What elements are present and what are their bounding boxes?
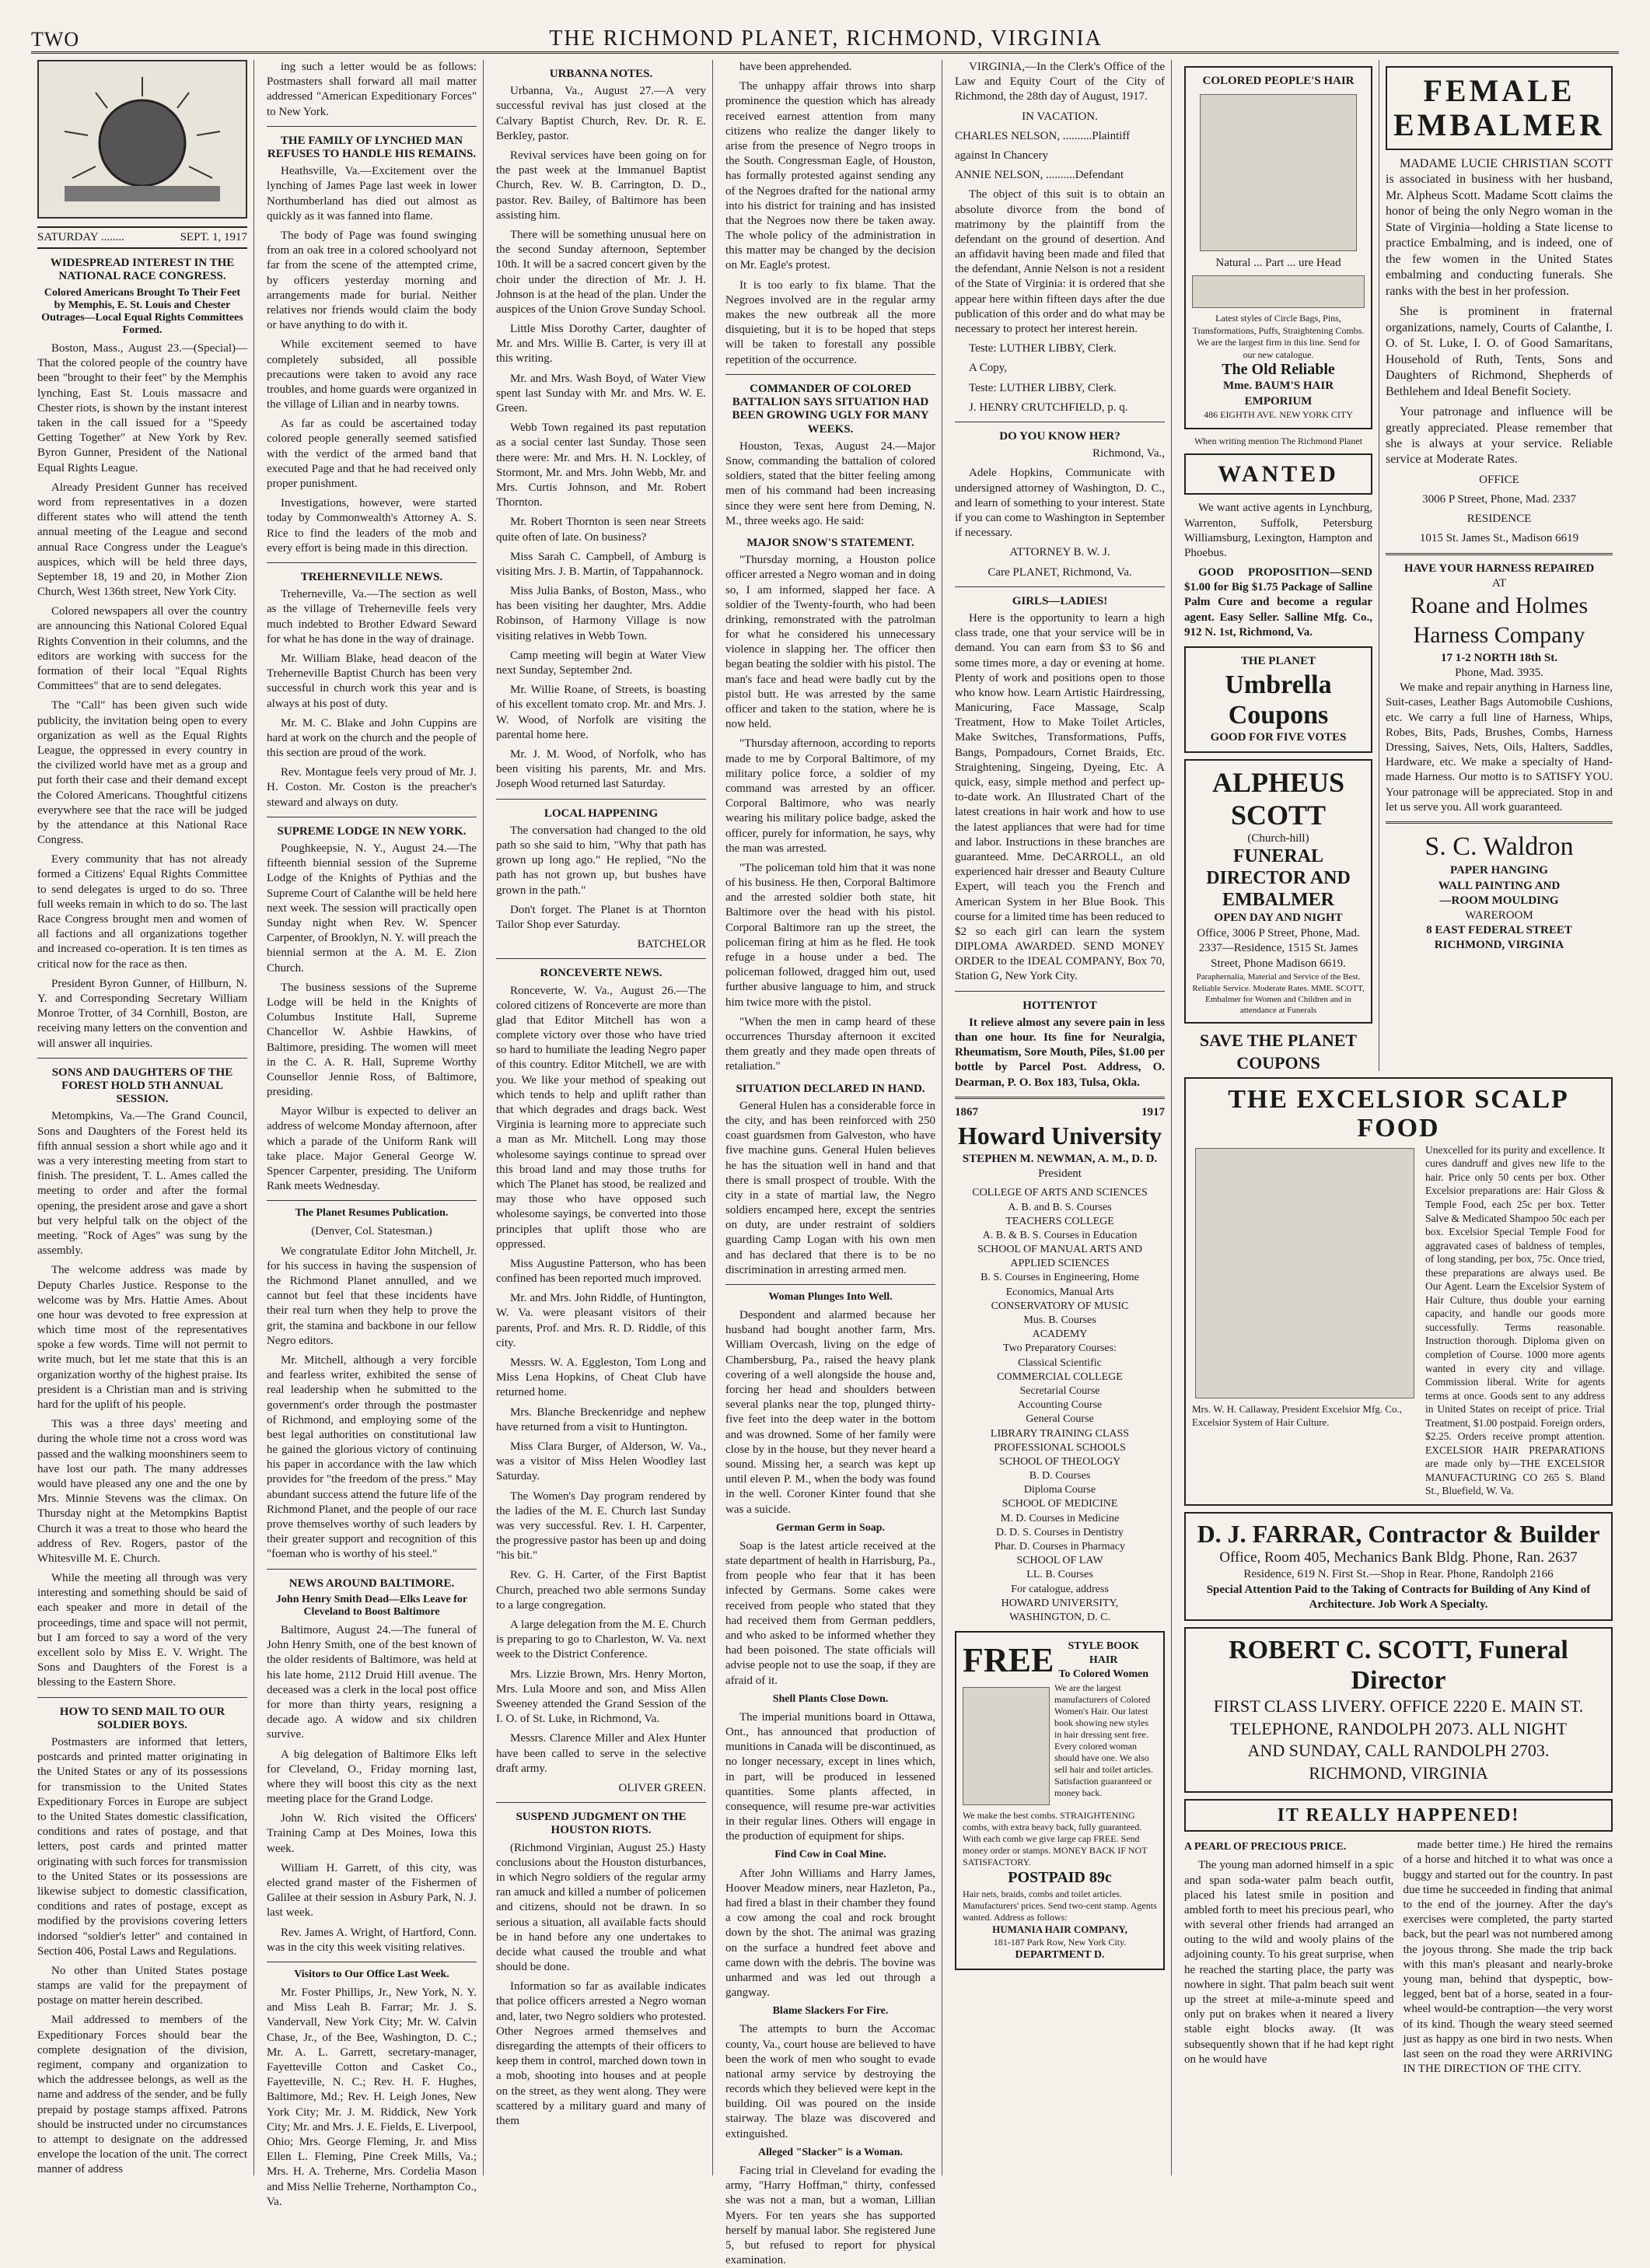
article-paragraph: Mr. Foster Phillips, Jr., New York, N. Y. and Miss Leah B. Farrar; Mr. J. S. Vandervall, New York City; Mr. W. Calvin Chase, Jr., of the Bee, Washington, D. C.; Mr. A. L. Garrett, secretary-manager, Fayetteville Cotton and Casket Co., Fayetteville, N. C.; Rev. H. F. Hughes, Baltimore, Md.; Rev. H. Leigh Jones, New York City; Mr. J. M. Riddick, New York City; Mr. and Mrs. J. E. Fields, E. Liverpool, Ohio; Mrs. George Fleming, Jr. and Miss Ellen L. Fleming, Pine Creek Mills, Va.; Mrs. H. A. Treherne, Mrs. Cordelia Mason and Miss Nellie Treherne, Northampton Co., Va. [267, 1986, 477, 2208]
article-paragraph: Here is the opportunity to learn a high class trade, one that your service will be in demand. You can earn from $3 to $6 and some times more, a day or evening at home. Plenty of work and positions open to those who know how. Learn Artistic Hairdressing, Manicuring, Face Massage, Scalp Treatment, How to Make Toilet Articles, Make Switches, Transformations, Puffs, Bangs, Pompadours, Cornet Braids, Etc. Straightening, Singeing, Dyeing, Etc. A quick, easy, simple method and perfect up-to-date work. An Illustrated Chart of the latest creations in hair work and how to use the latest appliances that were had for time and labor. Instructions in these branches are guaranteed. Mme. DeCARROLL, an old experienced hair dresser and Beauty Culture Expert, will teach you the French and American System in her Blue Book. This course for a limited time has been reduced to $2 so each girl can learn the system DIPLOMA AWARDED. SEND MONEY ORDER to the IDEAL COMPANY, Box 70, Station G, New York City. [955, 611, 1165, 983]
article-paragraph: A big delegation of Baltimore Elks left for Cleveland, O., Friday morning last, where they will boost this city as the next meeting place for the Grand Lodge. [267, 1748, 477, 1806]
article-paragraph: Boston, Mass., August 23.—(Special)—That the colored people of the country have been "brought to their feet" by the Memphis lynching, East St. Louis massacre and Chester riots, is shown by the instant interest taken in the call issued for a "Speedy Getting Together" at New York by Rev. Byron Gunner, President of the National Equal Rights League. [37, 342, 247, 474]
paper-title: THE RICHMOND PLANET, RICHMOND, VIRGINIA [549, 26, 1103, 51]
article-paragraph: Messrs. Clarence Miller and Alex Hunter have been called to serve in the selective draft army. [496, 1732, 706, 1775]
article-paragraph: It is too early to fix blame. That the Negroes involved are in the regular army makes the new outbreak all the more disquieting, but it is to be hoped that steps will be taken to forestall any possible repetition of the occurrence. [725, 278, 935, 366]
article-paragraph: Messrs. W. A. Eggleston, Tom Long and Miss Lena Hopkins, of Cheat Club have returned home. [496, 1356, 706, 1399]
article-paragraph: The body of Page was found swinging from an oak tree in a colored schoolyard not far from the scene of the attempted crime, by officers yesterday morning and arrangements made for burial. Neither relatives nor friends would claim the body or have anything to do with it. [267, 229, 477, 332]
ads-columns: COLORED PEOPLE'S HAIR Natural ... Part ... ure Head Latest styles of Circle Bags, Pins, Transformations, Puffs, Straightening Combs. We are the largest firm in this line. Send for our new catalogue. The Old Reliable Mme. BAUM'S HAIR EMPORIUM 486 EIGHTH AVE. NEW YORK CITY When writing mention The Richmond Planet WANTED We want active agents in Lynchburg, Warrenton, Suffolk, Petersburg Williamsburg, Lexington, Hampton and Phoebus. GOOD PROPOSITION—SEND $1.00 for Big $1.75 Package of Salline Palm Cure and become a regular agent. Easy Seller. Salline Mfg. Co., 912 N. 1st, Richmond, Va. THE PLANET Umbrella Coupons GOOD FOR FIVE VOTES ALPHEUS SCOTT (Church-hill) FUNERAL DIRECTOR AND EMBALMER OPEN DAY AND NIGHT Office, 3006 P Street, Phone, Mad. 2337—Residence, 1515 St. James Street, Phone Madison 6619. Paraphernalia, Material and Service of the Best. Reliable Service. Moderate Rates. MME. SCOTT, Embalmer for Women and Children and in attendance at Funerals SAVE THE PLANET COUPONS FEMALE EMBALMER MADAME LUCIE CHRISTIAN SCOTT is associated in business with her husband, Mr. Alpheus Scott. Madame Scott claims the honor of being the only Negro woman in the State of Virginia—holding a State license to practice Embalming, and is indeed, one of the few women in the United States embalming and conducting funerals. She ranks with the best in her profession. She is prominent in fraternal organizations, namely, Courts of Calanthe, I. O. of St. Luke, I. O. of Good Samaritans, Household of Ruth, Tents, Sons and Daughters of Richmond, Shepherds of Bethlehem and Ideal Benefit Society. Your patronage and influence will be greatly appreciated. Please remember that she is always at your service. Reliable service at Moderate Rates. OFFICE 3006 P Street, Phone, Mad. 2337 RESIDENCE 1015 St. James St., Madison 6619 HAVE YOUR HARNESS REPAIRED AT Roane and Holmes Harness Company 17 1-2 NORTH 18th St. Phone, Mad. 3935. We make and repair anything in Harness line, Suit-cases, Leather Bags Automobile Cushions, etc. We carry a full line of Harness, Whips, Robes, Bits, Pads, Brushes, Combs, Harness Dressing, Saives, Nets, Oils, Halters, Saddles, Hardware, etc. We make a specialty of Hand-made Harness. Our motto is to SATISFY YOU. Your patronage will be appreciated. Stop in and let us serve you. All work guaranteed. S. C. Waldron PAPER HANGING WALL PAINTING AND —ROOM MOULDING WAREROOM 8 EAST FEDERAL STREET RICHMOND, VIRGINIA THE EXCELSIOR SCALP FOOD Mrs. W. H. Callaway, President Excelsior Mfg. Co., Excelsior System of Hair Culture. Unexcelled for its purity and excellence. It cures dandruff and gives new life to the hair. Price only 50 cents per box. Other Excelsior preparations are: Hair Gloss & Temple Food, each 25c per box. Tetter Salve & Medicated Shampoo 50c each per box. Excelsior Special Temple Food for aggravated cases of baldness of temples, of long standing, per box, 75c. Once tried, these preparations are always used. Be Our Agent. Learn the Excelsior System of Hair Culture, thus double your earning capacity, and handle our goods more successfully. Terms reasonable. Instruction thorough. Diploma given on completion of Course. 1000 more agents wanted in every city and village. Commission liberal. Write for agents terms at once. Goods sent to any address in United States on receipt of price. Trial Treatment, $1.00 postpaid. Foreign orders, $2.25. Orders receive prompt attention. EXCELSIOR HAIR PREPARATIONS are made only by—THE EXCELSIOR MANUFACTURING CO 265 S. Bland St., Bluefield, W. Va. D. J. FARRAR, Contractor & Builder Office, Room 405, Mechanics Bank Bldg. Phone, Ran. 2637 Residence, 619 N. First St.—Shop in Rear. Phone, Randolph 2166 Special Attention Paid to the Taking of Contracts for Building of Any Kind of Architecture. Job Work A Specialty. ROBERT C. SCOTT, Funeral Director FIRST CLASS LIVERY. OFFICE 2220 E. MAIN ST. TELEPHONE, RANDOLPH 2073. ALL NIGHT AND SUNDAY, CALL RANDOLPH 2703. RICHMOND, VIRGINIA IT REALLY HAPPENED! A PEARL OF PRECIOUS PRICE. The young man adorned himself in a spic and span soda-water palm beach outfit, placed his latest smile in position and ambled forth to meet his precious pearl, who with several other friends had arranged an outing to the wild and wooly plains of the adjoining county. To his great surprise, when he reached the starting place, the party was nowhere in sight. That palm beach suit went up the street at mile-a-minute speed and only put on brakes when it neared a livery stable eight blocks away. (It was subsequently shown that if he had kept right on he would have made better time.) He hired the remains of a horse and hitched it to what was once a buggy and started out for the country. In past due time he succeeded in finding that animal to the end of the journey. After the day's exercises were completed, the party started back, but the pearl was not numbered among the joyous throng. She made the trip back with this man's pleasant and nearly-broke young man, behind that dyspeptic, bow-legged, bent bat of a horse, seated in a four-wheel would-be contraption—the very worst of its kind. Though the weary steed seemed just as happy as one bird in two nests. When last seen on the road they were ARRIVING IN THE DIRECTION OF THE CITY. [1178, 60, 1619, 2175]
headline: COMMANDER OF COLORED BATTALION SAYS SITUATION HAD BEEN GROWING UGLY FOR MANY WEEKS. [732, 382, 929, 436]
article-paragraph: Mr. Robert Thornton is seen near Streets quite often of late. On business? [496, 516, 706, 544]
article-paragraph: Rev. James A. Wright, of Hartford, Conn. was in the city this week visiting relatives. [267, 1926, 477, 1954]
column-5: VIRGINIA,—In the Clerk's Office of the Law and Equity Court of the City of Richmond, the 28th day of August, 1917. IN VACATION. CHARLES NELSON, ..........Plaintiff against In Chancery ANNIE NELSON, ..........Defendant The object of this suit is to obtain an absolute divorce from the bond of matrimony by the plaintiff from the defendant on the ground of desertion. And an affidavit having been made and filed that the defendant, Annie Nelson is not a resident of the State of Virginia: it is ordered that she appear here within fifteen days after the due publication of this order and do what may be necessary to protect her interest herein. Teste: LUTHER LIBBY, Clerk. A Copy, Teste: LUTHER LIBBY, Clerk. J. HENRY CRUTCHFIELD, p. q. DO YOU KNOW HER? Richmond, Va., Adele Hopkins, Communicate with undersigned attorney of Washington, D. C., and learn of something to your interest. State if you can come to Washington in September if necessary. ATTORNEY B. W. J. Care PLANET, Richmond, Va. GIRLS—LADIES! Here is the opportunity to learn a high class trade, one that your service will be in demand. You can earn from $3 to $6 and some times more, a day or evening at home. Plenty of work and positions open to those who know how. Learn Artistic Hairdressing, Manicuring, Face Massage, Scalp Treatment, How to Make Toilet Articles, Make Switches, Transformations, Puffs, Bangs, Pompadours, Cornet Braids, Etc. Straightening, Singeing, Dyeing, Etc. A quick, easy, simple method and perfect up-to-date work. An Illustrated Chart of the latest creations in hair work and how to use the latest appliances that were had for time and labor. Instructions in these branches are guaranteed. Mme. DeCARROLL, an old experienced hair dresser and Beauty Culture Expert, will teach you the French and American System in her Blue Book. This course for a limited time has been reduced to $2 so each girl can learn the system DIPLOMA AWARDED. SEND MONEY ORDER to the IDEAL COMPANY, Box 70, Station G, New York City. HOTTENTOT It relieve almost any severe pain in less than one hour. Its fine for Neuralgia, Rheumatism, Sore Mouth, Piles, $1.00 per bottle by Parcel Post. Address, O. Dearman, P. O. Box 183, Tulsa, Okla. 1867 1917 Howard University STEPHEN M. NEWMAN, A. M., D. D. President COLLEGE OF ARTS AND SCIENCES A. B. and B. S. Courses TEACHERS COLLEGE A. B. & B. S. Courses in Education SCHOOL OF MANUAL ARTS AND APPLIED SCIENCES B. S. Courses in Engineering, Home Economics, Manual Arts CONSERVATORY OF MUSIC Mus. B. Courses ACADEMY Two Preparatory Courses: Classical Scientific COMMERCIAL COLLEGE Secretarial Course Accounting Course General Course LIBRARY TRAINING CLASS PROFESSIONAL SCHOOLS SCHOOL OF THEOLOGY B. D. Courses Diploma Course SCHOOL OF MEDICINE M. D. Courses in Medicine D. D. S. Courses in Dentistry Phar. D. Courses in Pharmacy SCHOOL OF LAW LL. B. Courses For catalogue, address HOWARD UNIVERSITY, WASHINGTON, D. C. FREE STYLE BOOK HAIR To Colored Women We are the largest manufacturers of Colored Women's Hair. Our latest book showing new styles in hair dressing sent free. Every colored woman should have one. We also sell hair and toilet articles. Satisfaction guaranteed or money back. We make the best combs. STRAIGHTENING combs, with extra heavy back, fully guaranteed. With each comb we give large cap FREE. Send money order or stamps. MONEY BACK IF NOT SATISFACTORY. POSTPAID 89c Hair nets, braids, combs and toilet articles. Manufacturers' prices. Send two-cent stamp. Agents wanted. Address as follows: HUMANIA HAIR COMPANY, 181-187 Park Row, New York City. DEPARTMENT D. [949, 60, 1172, 2175]
article-paragraph: While the meeting all through was very interesting and something should be said of each speaker and more in detail of the proceedings, time and space will not permit, but I am forced to say a word of the very excellent solo by Miss E. V. Wright. The Sons and Daughters of the Forest is a blessing to the Eastern Shore. [37, 1572, 247, 1689]
article-paragraph: "Thursday morning, a Houston police officer arrested a Negro woman and in doing so, I am informed, slapped her face. A soldier of the Twenty-fourth, who had been drinking, remonstrated with the patrolman for what he considered his unnecessary violence in slapping her. The officer then began beating the soldier with his pistol. The man's face and head were badly cut by the pistol butt. He was arrested by the same officer and taken to the station, where he is now held. [725, 554, 935, 731]
headline: Find Cow in Coal Mine. [774, 1849, 886, 1861]
signature: OLIVER GREEN. [618, 1781, 706, 1794]
headline: LOCAL HAPPENING [544, 807, 659, 820]
issue-dateline: SATURDAY ........ SEPT. 1, 1917 [37, 226, 247, 249]
wanted-ad: WANTED [1184, 453, 1372, 495]
article-paragraph: Rev. Montague feels very proud of Mr. J. H. Coston. Mr. Coston is the preacher's steward and always on duty. [267, 766, 477, 809]
masthead [31, 20, 1619, 54]
article-paragraph: Colored newspapers all over the country are announcing this National Colored Equal Rights Convention in their columns, and the editors are working with success for the formation of their local "Equal Rights Committees" that are to send delegates. [37, 605, 247, 693]
article-paragraph: Miss Julia Banks, of Boston, Mass., who has been visiting her daughter, Mrs. Addie Robinson, of Harmony Village is now visiting relatives in Webb Town. [496, 585, 706, 642]
headline: WIDESPREAD INTEREST IN THE NATIONAL RACE CONGRESS. [50, 257, 235, 283]
article-paragraph: Soap is the latest article received at the state department of health in Harrisburg, Pa., from people who fear that it has been infected by Germans. Some cakes were received from people who stated that they had received them from German peddlers, and who asked to be informed whether they had been poisoned. The state officials will advise people not to use the soap, if they are afraid of it. [725, 1539, 935, 1687]
article-paragraph: We want active agents in Lynchburg, Warrenton, Suffolk, Petersburg Williamsburg, Lexington, Hampton and Phoebus. [1184, 502, 1372, 559]
article-paragraph: Baltimore, August 24.—The funeral of John Henry Smith, one of the best known of the older residents of Baltimore, was held at his late home, 2112 Druid Hill avenue. The deceased was a clerk in the local post office for more than thirty years, resigning a decade ago. A widow and six children survive. [267, 1624, 477, 1741]
headline: GIRLS—LADIES! [1012, 594, 1108, 607]
article-paragraph: Mayor Wilbur is expected to deliver an address of welcome Monday afternoon, after which a parade of the Uniform Rank will take place. Major General George W. Spencer Carpenter, presiding. The Uniform Rank meets Wednesday. [267, 1105, 477, 1193]
column-4 [719, 60, 942, 2267]
headline: URBANNA NOTES. [549, 68, 653, 80]
article-paragraph: The "Call" has been given such wide publicity, the invitation being open to every organization as well as the Equal Rights League, the oppressed in every country in the civilized world have met as a group and put forth their case and their demand except the Colored Americans. Thoughtful citizens everywhere see that the race will be judged by the attendance at this National Race Congress. [37, 699, 247, 847]
headline: SUSPEND JUDGMENT ON THE HOUSTON RIOTS. [516, 1811, 687, 1837]
article-paragraph: Adele Hopkins, Communicate with undersigned attorney of Washington, D. C., and learn of something to your interest. State if you can come to Washington in September if necessary. [955, 467, 1165, 540]
article-paragraph: As far as could be ascertained today colored people generally seemed satisfied with the verdict of the armed band that executed Page and that he had received only proper punishment. [267, 418, 477, 490]
save-coupons-line: SAVE THE PLANET COUPONS [1199, 1031, 1358, 1073]
headline: Blame Slackers For Fire. [772, 2005, 889, 2018]
roane-holmes-ad: HAVE YOUR HARNESS REPAIRED AT Roane and Holmes Harness Company 17 1-2 NORTH 18th St. Phone, Mad. 3935. [1404, 562, 1595, 679]
article-paragraph: The welcome address was made by Deputy Charles Justice. Response to the welcome was by Mrs. Hattie Ames. About one hour was devoted to free expression at which time most of the representatives spoke a few words. Time will not permit to write much, but let me state that this is an organization worthy of the highest praise. Its president is a Christian man and is striving hard for the uplift of his people. [37, 1264, 247, 1411]
article-paragraph: Rev. G. H. Carter, of the First Baptist Church, preached two able sermons Sunday to a large congregation. [496, 1569, 706, 1612]
headline: Alleged "Slacker" is a Woman. [757, 2146, 903, 2158]
article-paragraph: The conversation had changed to the old path so she said to him, "Why that path has grown up long ago." He replied, "No the path has not grown up, but bushes have grown in the path." [496, 824, 706, 897]
headline: NEWS AROUND BALTIMORE. [288, 1577, 455, 1590]
article-paragraph: (Richmond Virginian, August 25.) Hasty conclusions about the Houston disturbances, in which Negro soldiers of the regular army ran amuck and killed a number of policemen and citizens, should not be drawn. In so serious a situation, all available facts should be in hand before any one undertakes to decide what caused the trouble and what should be done. [496, 1841, 706, 1974]
headline: RONCEVERTE NEWS. [540, 967, 662, 980]
headline: German Germ in Soap. [776, 1521, 885, 1534]
headline: SONS AND DAUGHTERS OF THE FOREST HOLD 5TH ANNUAL SESSION. [51, 1066, 233, 1106]
article-paragraph: Mr. Mitchell, although a very forcible and fearless writer, exhibited the sense of real leadership when he submitted to the government's order through the postmaster of Richmond, and employing some of the best legal authorities on constitutional law he gained the glorious victory of continuing his paper in accordance with the law which provides for "the freedom of the press." May abundant success attend the future life of the Richmond Planet, and the people of our race prove themselves worthy of such leaders by their greater support and recognition of this "foeman who is worthy of his steel." [267, 1353, 477, 1561]
column-1 [31, 60, 254, 2175]
article-paragraph: The young man adorned himself in a spic and span soda-water palm beach outfit, placed his latest smile in position and ambled forth to meet his precious pearl, who with several other friends had arranged an outing to the wild and wooly plains of the adjoining county. To his great surprise, when he reached the starting place, the party was nowhere in sight. That palm beach suit went up the street at mile-a-minute speed and only put on brakes when it neared a livery stable eight blocks away. (It was subsequently shown that if he had kept right on he would have [1184, 1859, 1394, 2066]
waldron-ad: S. C. Waldron PAPER HANGING WALL PAINTING AND —ROOM MOULDING WAREROOM 8 EAST FEDERAL STREET RICHMOND, VIRGINIA [1425, 831, 1574, 952]
article-paragraph: Metompkins, Va.—The Grand Council, Sons and Daughters of the Forest held its fifth annual session a short while ago and it was a very interesting meeting from start to finish. The president, T. L. Ames called the meeting to order and after the formal opening, the president arose and gave a short but very helpful talk on the object of the meeting. "Rock of Ages" was sung by the assembly. [37, 1110, 247, 1258]
source-line: (Denver, Col. Statesman.) [311, 1225, 432, 1238]
article-paragraph: made better time.) He hired the remains of a horse and hitched it to what was once a buggy and started out for the country. In past due time he succeeded in finding that animal to the end of the journey. After the day's exercises were completed, the party started back, but the pearl was not numbered among the joyous throng. She made the trip back with this man's pleasant and nearly-broke young man, behind that dyspeptic, bow-legged, bent bat of a horse, seated in a four-wheel would-be contraption—the very worst of its kind. Though the weary steed seemed just as happy as one bird in two nests. When last seen on the road they were ARRIVING IN THE DIRECTION OF THE CITY. [1403, 1839, 1613, 2076]
article-paragraph: While excitement seemed to have completely subsided, all possible precautions were taken to avoid any race troubles, and home guards were organized in the village of Lilian and in nearby towns. [267, 338, 477, 411]
article-paragraph: Already President Gunner has received word from representatives in a dozen different states who will attend the tenth annual meeting of the League and second annual Race Congress under the League's auspices, which will be held three days, September 18, 19 and 20, in Mother Zion Church, West 136th street, New York City. [37, 481, 247, 599]
article-paragraph: Heathsville, Va.—Excitement over the lynching of James Page last week in lower Northumberland has died out almost as quickly as it was fanned into flame. [267, 165, 477, 222]
article-paragraph: John W. Rich visited the Officers' Training Camp at Des Moines, Iowa this week. [267, 1812, 477, 1855]
headline: DO YOU KNOW HER? [999, 429, 1120, 443]
headline: MAJOR SNOW'S STATEMENT. [746, 536, 914, 549]
article-paragraph: This was a three days' meeting and during the whole time not a cross word was passed and the walking moonshiners seem to have lost our path. The many addresses would have pleased any one and the one by Mrs. Minnie Stevens was the climax. On Thursday night at the Metompkins Baptist Church it was a treat to those who heard the address of Rev. Rogers, pastor of the Whitesville M. E. Church. [37, 1418, 247, 1565]
excelsior-scalp-food-ad: THE EXCELSIOR SCALP FOOD Mrs. W. H. Callaway, President Excelsior Mfg. Co., Excelsior System of Hair Culture. Unexcelled for its purity and excellence. It cures dandruff and gives new life to the hair. Price only 50 cents per box. Other Excelsior preparations are: Hair Gloss & Temple Food, each 25c per box. Tetter Salve & Medicated Shampoo 50c each per box. Excelsior Special Temple Food for aggravated cases of baldness of temples, of long standing, per box, 75c. Once tried, these preparations are always used. Be Our Agent. Learn the Excelsior System of Hair Culture, thus double your earning capacity, and handle our goods more successfully. Terms reasonable. Instruction thorough. Diploma given on completion of Course. 1000 more agents wanted in every city and village. Commission liberal. Write for agents terms at once. Goods sent to any address in United States on receipt of price. Trial Treatment, $1.00 postpaid. Foreign orders, $2.25. Orders receive prompt attention. EXCELSIOR HAIR PREPARATIONS are made only by—THE EXCELSIOR MANUFACTURING CO 265 S. Bland St., Bluefield, W. Va. [1184, 1077, 1613, 1506]
article-paragraph: Ronceverte, W. Va., August 26.—The colored citizens of Ronceverte are more than glad that Editor Mitchell has won a complete victory over those who have tried so hard to humiliate the leading Negro paper of this country. Editor Mitchell, we are with you. We like your method of speaking out which tends to help and uplift rather than that which degrades and drags back. West Virginia is learning more to appreciate such a man as Mr. Mitchell. Long may those wholesome sayings continue to spread over this broad land and may those truths for which The Planet has stood, be realized and may those who have opposed such wholesome sayings, be converted into those principles that uplift those who are oppressed. [496, 984, 706, 1251]
article-paragraph: MADAME LUCIE CHRISTIAN SCOTT is associated in business with her husband, Mr. Alpheus Scott. Madame Scott claims the honor of being the only Negro woman in the State of Virginia—holding a State license to practice Embalming, and is indeed, one of the few women in the United States embalming and conducting funerals. She ranks with the best in her profession. [1386, 157, 1613, 298]
article-paragraph: Investigations, however, were started today by Commonwealth's Attorney A. S. Rice to find the leaders of the mob and every effort is being made in this direction. [267, 497, 477, 555]
it-really-happened-box: IT REALLY HAPPENED! [1184, 1799, 1613, 1832]
article-paragraph: Miss Clara Burger, of Alderson, W. Va., was a visitor of Miss Helen Woodley last Saturday. [496, 1440, 706, 1483]
subhead: John Henry Smith Dead—Elks Leave for Cleveland to Boost Baltimore [275, 1593, 468, 1618]
robert-scott-ad: ROBERT C. SCOTT, Funeral Director FIRST CLASS LIVERY. OFFICE 2220 E. MAIN ST. TELEPHONE, RANDOLPH 2073. ALL NIGHT AND SUNDAY, CALL RANDOLPH 2703. RICHMOND, VIRGINIA [1184, 1627, 1613, 1793]
planet-logo [37, 60, 247, 219]
article-paragraph: President Byron Gunner, of Hillburn, N. Y. and Corresponding Secretary William Monroe Trotter, of 34 Cornhill, Boston, are receiving many letters on the convention and will answer all inquiries. [37, 977, 247, 1050]
alpheus-scott-ad: ALPHEUS SCOTT (Church-hill) FUNERAL DIRECTOR AND EMBALMER OPEN DAY AND NIGHT Office, 3006 P Street, Phone, Mad. 2337—Residence, 1515 St. James Street, Phone Madison 6619. Paraphernalia, Material and Service of the Best. Reliable Service. Moderate Rates. MME. SCOTT, Embalmer for Women and Children and in attendance at Funerals [1184, 759, 1372, 1024]
article-paragraph: Facing trial in Cleveland for evading the army, "Harry Hoffman," thirty, confessed she was not a man, but a woman, Lillian Myers. For ten years she has supported herself by manual labor. She registered June 5, but refused to report for physical examination. [725, 2164, 935, 2267]
headline: The Planet Resumes Publication. [295, 1207, 449, 1220]
article-paragraph: We make and repair anything in Harness line, Suit-cases, Leather Bags Automobile Cushions, etc. We carry a full line of Harness, Whips, Robes, Bits, Pads, Brushes, Combs, Harness Dressing, Saives, Nets, Oils, Halters, Saddles, Hardware, etc. We make a specialty of Hand-made Harness. Our motto is to SATISFY YOU. Your patronage will be appreciated. Stop in and let us serve you. All work guaranteed. [1386, 681, 1613, 814]
article-paragraph: Mr. M. C. Blake and John Cuppins are hard at work on the church and the people of this section are proud of the work. [267, 716, 477, 760]
article-paragraph: She is prominent in fraternal organizations, namely, Courts of Calanthe, I. O. of St. Luke, I. O. of Good Samaritans, Household of Ruth, Tents, Sons and Daughters of Richmond, Shepherds of Bethlehem and Ideal Benefit Society. [1386, 305, 1613, 398]
mrs-callaway-portrait-icon [1195, 1148, 1414, 1398]
article-paragraph: Every community that has not already formed a Citizens' Equal Rights Committee to send delegates is urged to do so. Three full weeks remain in which to do so. The last Race Congress brought men and women of all factions and all organizations together and increased co-operation. It is ten times as critical now for the race as then. [37, 853, 247, 971]
article-paragraph: Despondent and alarmed because her husband had bought another farm, Mrs. William Overcash, living on the edge of Chambersburg, Pa., raised the heavy plank covering of a well alongside the house and, forcing her head and shoulders between several planks near the top, plunged thirty-five feet into the deep water in the bottom and was drowned. Some of her family were close by in the house, but they never heard a sound. Missing her, a search was kept up until eleven P. M., when the body was found in the well. Coroner Kinter found that she was a suicide. [725, 1309, 935, 1516]
article-paragraph: GOOD PROPOSITION—SEND $1.00 for Big $1.75 Package of Salline Palm Cure and become a regular agent. Easy Seller. Salline Mfg. Co., 912 N. 1st, Richmond, Va. [1184, 566, 1372, 639]
howard-university-ad: 1867 1917 Howard University STEPHEN M. NEWMAN, A. M., D. D. President COLLEGE OF ARTS AND SCIENCES A. B. and B. S. Courses TEACHERS COLLEGE A. B. & B. S. Courses in Education SCHOOL OF MANUAL ARTS AND APPLIED SCIENCES B. S. Courses in Engineering, Home Economics, Manual Arts CONSERVATORY OF MUSIC Mus. B. Courses ACADEMY Two Preparatory Courses: Classical Scientific COMMERCIAL COLLEGE Secretarial Course Accounting Course General Course LIBRARY TRAINING CLASS PROFESSIONAL SCHOOLS SCHOOL OF THEOLOGY B. D. Courses Diploma Course SCHOOL OF MEDICINE M. D. Courses in Medicine D. D. S. Courses in Dentistry Phar. D. Courses in Pharmacy SCHOOL OF LAW LL. B. Courses For catalogue, address HOWARD UNIVERSITY, WASHINGTON, D. C. [955, 1105, 1165, 1623]
article-paragraph: The unhappy affair throws into sharp prominence the question which has already received earnest attention from many citizens who realize the danger likely to arise from the presence of Negro troops in the South. Congressman Eagle, of Houston, has formally protested against sending any of the Negroes drafted for the national army into his district for training and has insisted that the Negroes now there be taken away. The whole policy of the administration in this matter may be changed by the decision on Mr. Eagle's protest. [725, 80, 935, 272]
headline: HOW TO SEND MAIL TO OUR SOLDIER BOYS. [59, 1705, 225, 1731]
farrar-contractor-ad: D. J. FARRAR, Contractor & Builder Office, Room 405, Mechanics Bank Bldg. Phone, Ran. 2637 Residence, 619 N. First St.—Shop in Rear. Phone, Randolph 2166 Special Attention Paid to the Taking of Contracts for Building of Any Kind of Architecture. Job Work A Specialty. [1184, 1512, 1613, 1621]
humania-hair-ad: FREE STYLE BOOK HAIR To Colored Women We are the largest manufacturers of Colored Women's Hair. Our latest book showing new styles in hair dressing sent free. Every colored woman should have one. We also sell hair and toilet articles. Satisfaction guaranteed or money back. We make the best combs. STRAIGHTENING combs, with extra heavy back, fully guaranteed. With each comb we give large cap FREE. Send money order or stamps. MONEY BACK IF NOT SATISFACTORY. POSTPAID 89c Hair nets, braids, combs and toilet articles. Manufacturers' prices. Send two-cent stamp. Agents wanted. Address as follows: HUMANIA HAIR COMPANY, 181-187 Park Row, New York City. DEPARTMENT D. [955, 1631, 1165, 1970]
female-embalmer-ad: FEMALE EMBALMER [1386, 66, 1613, 150]
page-number: TWO [31, 28, 80, 51]
article-paragraph: Don't forget. The Planet is at Thornton Tailor Shop ever Saturday. [496, 903, 706, 931]
article-paragraph: The imperial munitions board in Ottawa, Ont., has announced that production of munitions in Canada will be discontinued, as no longer necessary, except in lines which, in part, will be produced in lessened quantities. Some plants affected, in consequence, will resume pre-war activities in their regular lines. Others will engage in the production of equipment for ships. [725, 1710, 935, 1843]
article-paragraph: Houston, Texas, August 24.—Major Snow, commanding the battalion of colored soldiers, stated that the bitter feeling among men of his command had been increasing since they were sent here from Deming, N. M., three weeks ago. He said: [725, 439, 935, 527]
legal-notice: VIRGINIA,—In the Clerk's Office of the Law and Equity Court of the City of Richmond, the 28th day of August, 1917. [955, 61, 1165, 103]
woman-with-hair-icon [1200, 94, 1357, 251]
comb-icon [1192, 275, 1365, 308]
umbrella-coupon-ad: THE PLANET Umbrella Coupons GOOD FOR FIVE VOTES [1184, 646, 1372, 753]
headline: HOTTENTOT [1023, 999, 1097, 1012]
article-paragraph: It relieve almost any severe pain in less than one hour. Its fine for Neuralgia, Rheumatism, Sore Mouth, Piles, $1.00 per bottle by Parcel Post. Address, O. Dearman, P. O. Box 183, Tulsa, Okla. [955, 1016, 1165, 1089]
signature: BATCHELOR [637, 938, 706, 951]
article-paragraph: William H. Garrett, of this city, was elected grand master of the Fishermen of Galilee at their session in Asbury Park, N. J. last week. [267, 1861, 477, 1920]
article-paragraph: Revival services have been going on for the past week at the Immanuel Baptist Church, Rev. W. B. Carrington, D. D., pastor. Rev. Bailey, of Baltimore has been assisting him. [496, 149, 706, 222]
article-paragraph: ing such a letter would be as follows: Postmasters shall forward all mail matter addressed "American Expeditionary Forces" to New York. [267, 61, 477, 118]
article-paragraph: Miss Augustine Patterson, who has been confined has been reported much improved. [496, 1257, 706, 1286]
article-paragraph: Mr. Willie Roane, of Streets, is boasting of his excellent tomato crop. Mr. and Mrs. J. W. Wood, of Norfolk are visiting the parental home here. [496, 684, 706, 741]
article-paragraph: Poughkeepsie, N. Y., August 24.—The fifteenth biennial session of the Supreme Lodge of the Knights of Pythias and the Supreme Court of Calanthe will be held here next week. The session will practically open Sunday night when Rev. W. Spencer Carpenter, of Brooklyn, N. Y. will preach the biennial sermon at the A. M. E. Zion Church. [267, 842, 477, 975]
article-paragraph: General Hulen has a considerable force in the city, and has been reinforced with 250 coast guardsmen from Galveston, who have five machine guns. General Hulen believes he has the situation well in hand and that there is small prospect of trouble. With the city in a state of martial law, the Negro soldiers encamped here, except the sentries on duty, are under restraint of soldiers guarding Camp Logan with his own men and has declared that there is to be no discrimination in arresting armed men. [725, 1099, 935, 1276]
article-paragraph: No other than United States postage stamps are valid for the prepayment of postage on matter herein described. [37, 1964, 247, 2007]
article-paragraph: A large delegation from the M. E. Church is preparing to go to Charleston, W. Va. next week to the District Conference. [496, 1619, 706, 1661]
article-paragraph: "When the men in camp heard of these occurrences Thursday afternoon it excited them greatly and they made open threats of retaliation." [725, 1015, 935, 1073]
article-paragraph: The business sessions of the Supreme Lodge will be held in the Knights of Columbus Institute Hall, Supreme Chancellor W. Ashbie Hawkins, of Baltimore, presiding. The women will meet in the C. A. R. Hall, Supreme Worthy Counsellor Jennie Ross, of Baltimore, presiding. [267, 981, 477, 1099]
article-paragraph: Webb Town regained its past reputation as a social center last Sunday. Those seen there were: Mr. and Mrs. H. N. Lockley, of Stormont, Mr. and Mrs. John Webb, Mr. and Mrs. Curtis Johnson, and Mr. Robert Thornton. [496, 422, 706, 509]
headline: SITUATION DECLARED IN HAND. [736, 1082, 925, 1095]
column-3 [490, 60, 713, 2175]
article-paragraph: Your patronage and influence will be greatly appreciated. Please remember that she is always at your service. Reliable service at Moderate Rates. [1386, 405, 1613, 467]
column-2 [260, 60, 484, 2208]
article-paragraph: Mr. and Mrs. Wash Boyd, of Water View spent last Sunday with Mr. and Mrs. W. E. Green. [496, 372, 706, 415]
article-paragraph: Camp meeting will begin at Water View next Sunday, September 2nd. [496, 649, 706, 677]
subhead: Colored Americans Brought To Their Feet by Memphis, E. St. Louis and Chester Outrages—Local Equal Rights Committees Formed. [41, 286, 243, 336]
article-paragraph: Mr. J. M. Wood, of Norfolk, who has been visiting his parents, Mr. and Mrs. Joseph Wood returned last Saturday. [496, 747, 706, 791]
article-paragraph: Mail addressed to members of the Expeditionary Forces should bear the complete designation of the division, regiment, company and organization to which the addressee belongs, as well as the name and address of the sender, and be fully prepaid by postage stamps affixed. Patrons should be instructed under no circumstances to attempt to designate on the addressed envelope the location of the unit. The correct manner of address [37, 2014, 247, 2176]
headline: Woman Plunges Into Well. [768, 1291, 893, 1303]
article-paragraph: Postmasters are informed that letters, postcards and printed matter originating in the United States or any of its possessions for transmission to the United States Expeditionary Forces in Europe are subject to the United States domestic classification, conditions and rates of postage, and that letters, post cards and printed matter originating with such forces for transmission to the United States or its possessions are likewise subject to domestic classification, conditions and rates of postage, except as modified by the provisions covering letters indorsed "soldier's letter" and contained in Section 406, Postal Laws and Regulations. [37, 1736, 247, 1958]
headline: SUPREME LODGE IN NEW YORK. [277, 824, 467, 838]
headline: TREHERNEVILLE NEWS. [300, 570, 443, 583]
article-paragraph: Mrs. Blanche Breckenridge and nephew have returned from a visit to Huntington. [496, 1405, 706, 1433]
article-paragraph: have been apprehended. [739, 61, 852, 73]
woman-portrait-icon [963, 1687, 1050, 1805]
article-paragraph: The Women's Day program rendered by the ladies of the M. E. Church last Sunday was very successful. Rev. I. H. Carpenter, the progressive pastor has been up and doing "his bit." [496, 1489, 706, 1563]
baums-hair-ad: COLORED PEOPLE'S HAIR Natural ... Part ... ure Head Latest styles of Circle Bags, Pins, Transformations, Puffs, Straightening Combs. We are the largest firm in this line. Send for our new catalogue. The Old Reliable Mme. BAUM'S HAIR EMPORIUM 486 EIGHTH AVE. NEW YORK CITY [1184, 66, 1372, 429]
article-paragraph: Information so far as available indicates that police officers arrested a Negro woman and, later, two Negro soldiers who protested. Other Negroes armed themselves and disregarding the attempts of their officers to keep them in control, marched down town in a mob, shooting into houses and at people on the street, as they went along. They were scattered by a military guard and many of them [496, 1980, 706, 2127]
planet-emblem-icon [49, 69, 236, 209]
article-paragraph: Mr. William Blake, head deacon of the Treherneville Baptist Church has been very successful in church work this year and is always at his post of duty. [267, 652, 477, 710]
article-paragraph: Urbanna, Va., August 27.—A very successful revival has just closed at the Calvary Baptist Church, Rev. Dr. R. E. Berkley, pastor. [496, 85, 706, 142]
article-paragraph: The object of this suit is to obtain an absolute divorce from the bond of matrimony by the plaintiff from the defendant on the ground of desertion. And an affidavit having been made and filed that the defendant, Annie Nelson is not a resident of the State of Virginia: it is ordered that she appear here within fifteen days after the due publication of this order and do what may be necessary to protect her interest herein. [955, 188, 1165, 335]
article-paragraph: "The policeman told him that it was none of his business. He then, Corporal Baltimore and the arrested soldier both state, hit Baltimore over the head with his pistol. Corporal Baltimore ran up the street, the policeman firing at him as he fled. He took refuge in a house under a bed. The policeman followed, dragged him out, used further abusive language to him, and struck him twice more with the pistol. [725, 861, 935, 1009]
article-paragraph: Mr. and Mrs. John Riddle, of Huntington, W. Va. were pleasant visitors of their parents, Prof. and Mrs. R. D. Riddle, of this city. [496, 1292, 706, 1349]
article-paragraph: After John Williams and Harry James, Hoover Meadow miners, near Hazleton, Pa., had fired a blast in their chamber they found a cow among the coal and rock brought down by the shot. The animal was grazing on the surface a hundred feet above and came down with the debris. The bovine was unharmed and was led out through a gangway. [725, 1867, 935, 2000]
article-paragraph: Little Miss Dorothy Carter, daughter of Mr. and Mrs. Willie B. Carter, is very ill at this writing. [496, 323, 706, 366]
article-paragraph: Mrs. Lizzie Brown, Mrs. Henry Morton, Mrs. Lula Moore and son, and Miss Allen Sweeney attended the Grand Session of the I. O. of St. Luke, in Richmond, Va. [496, 1668, 706, 1726]
headline: Shell Plants Close Down. [772, 1692, 889, 1705]
article-paragraph: "Thursday afternoon, according to reports made to me by Corporal Baltimore, of my military police force, a soldier of my command was arrested by an officer. Corporal Baltimore, who was nearly wearing his military police badge, asked the officer, purely for information, he says, why the man was arrested. [725, 737, 935, 855]
article-paragraph: The attempts to burn the Accomac county, Va., court house are believed to have been the work of men who sought to evade national army service by destroying the records which they believed were kept in the building. Oil was poured on the inside stairway. The blaze was discovered and extinguished. [725, 2023, 935, 2140]
article-paragraph: Treherneville, Va.—The section as well as the village of Treherneville feels very much indebted to Brother Edward Seward for what he has done in the way of drainage. [267, 588, 477, 646]
headline: THE FAMILY OF LYNCHED MAN REFUSES TO HANDLE HIS REMAINS. [267, 134, 477, 160]
headline: Visitors to Our Office Last Week. [294, 1968, 449, 1980]
article-paragraph: Miss Sarah C. Campbell, of Amburg is visiting Mrs. J. B. Martin, of Tappahannock. [496, 550, 706, 578]
article-paragraph: There will be something unusual here on the second Sunday afternoon, September 10th. It will be a sacred concert given by the choir under the direction of Mr. J. H. Johnson is at the head of the plan. Under the auspices of the Union Grove Sunday School. [496, 228, 706, 316]
headline: A PEARL OF PRECIOUS PRICE. [1184, 1841, 1347, 1853]
article-paragraph: We congratulate Editor John Mitchell, Jr. for his success in having the suspension of the Richmond Planet annulled, and we cannot but feel that these incidents have their real turn when they help to prove the grit, the stamina and backbone in our fellow Negro editors. [267, 1244, 477, 1347]
